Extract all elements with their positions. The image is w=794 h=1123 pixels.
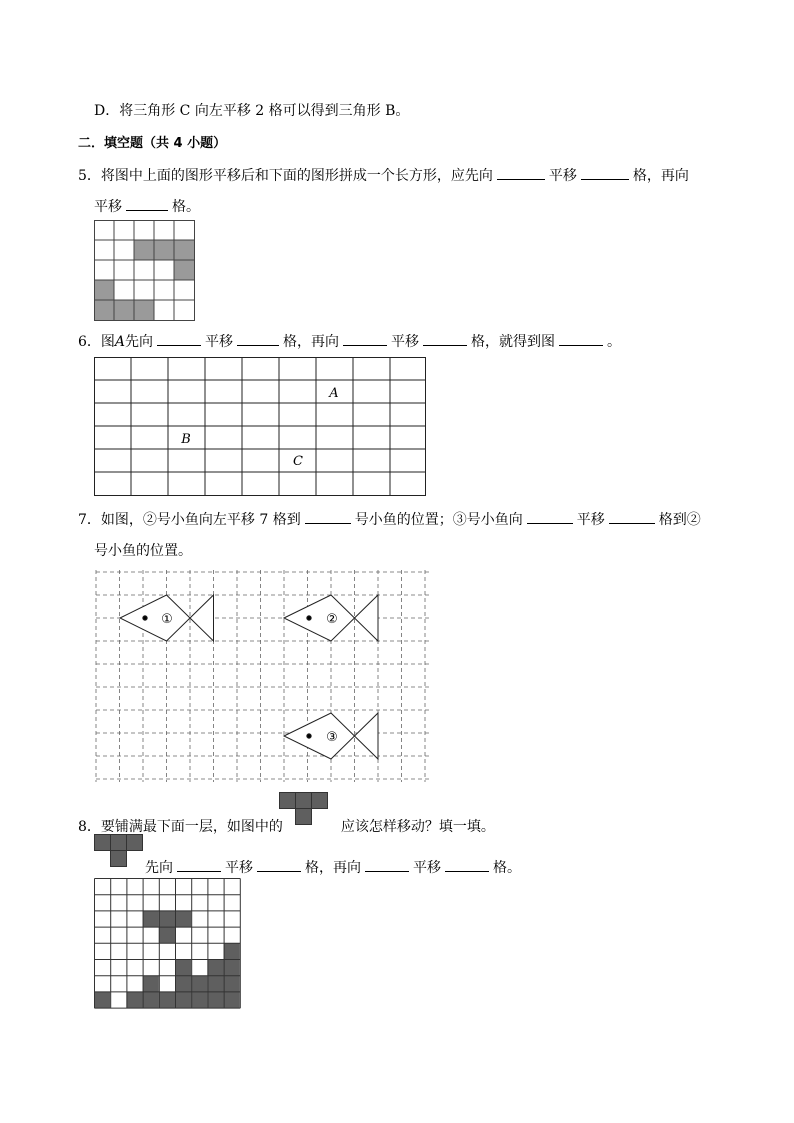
- filled-cell: [143, 992, 159, 1008]
- q6-blank-4[interactable]: [423, 344, 467, 346]
- filled-cell: [175, 992, 191, 1008]
- q8-text-c: 先向: [145, 860, 173, 876]
- q7-text-a: 7．如图，②号小鱼向左平移 7 格到: [78, 512, 301, 528]
- q8-line2: [145, 857, 521, 877]
- filled-cell: [94, 992, 110, 1008]
- filled-cell: [191, 976, 207, 992]
- q8-blank-3[interactable]: [365, 870, 409, 872]
- q6-label-b: B: [181, 432, 191, 447]
- filled-cell: [207, 976, 223, 992]
- q8-blank-4[interactable]: [445, 870, 489, 872]
- filled-cell: [224, 943, 240, 959]
- q5-text-e: 格。: [172, 199, 200, 215]
- q8-text-b: 应该怎样移动？填一填。: [340, 819, 495, 835]
- q8-left-t-shape: [94, 834, 146, 870]
- q5-text-c: 格，再向: [632, 168, 689, 184]
- option-d: D．将三角形 C 向左平移 2 格可以得到三角形 B。: [94, 103, 410, 119]
- q5-grid-figure: [94, 220, 196, 322]
- filled-cell: [207, 992, 223, 1008]
- q7-line1: [78, 509, 701, 529]
- q5-text-a: 5．将图中上面的图形平移后和下面的图形拼成一个长方形，应先向: [78, 168, 493, 184]
- q6-label-c: C: [293, 454, 303, 469]
- q6-text-7: 。: [607, 334, 622, 350]
- filled-cell: [175, 911, 191, 927]
- filled-cell: [143, 911, 159, 927]
- q7-blank-1[interactable]: [305, 522, 351, 524]
- q6-blank-3[interactable]: [343, 344, 387, 346]
- q6-blank-5[interactable]: [559, 344, 603, 346]
- q8-text-d: 平移: [225, 860, 253, 876]
- q6-text-4: 格，再向: [283, 334, 340, 350]
- q7-blank-3[interactable]: [609, 522, 655, 524]
- q5-text-b: 平移: [548, 168, 577, 184]
- filled-cell: [143, 976, 159, 992]
- filled-cell: [175, 960, 191, 976]
- filled-cell: [191, 992, 207, 1008]
- fish-2-label: ②: [326, 612, 338, 627]
- q7-fish-grid: [96, 570, 430, 782]
- filled-cell: [224, 960, 240, 976]
- filled-cell: [175, 976, 191, 992]
- q7-line2: 号小鱼的位置。: [94, 543, 192, 559]
- filled-cell: [159, 911, 175, 927]
- q6-blank-1[interactable]: [157, 344, 201, 346]
- filled-cell: [126, 992, 142, 1008]
- q5-line1: [78, 165, 689, 185]
- q6-text-5: 平移: [391, 334, 420, 350]
- q8-text-a: 8．要铺满最下面一层，如图中的: [78, 819, 283, 835]
- q8-tiling-grid: [94, 878, 242, 1018]
- filled-cell: [224, 992, 240, 1008]
- q6-label-a: A: [329, 386, 339, 401]
- q6-blank-2[interactable]: [237, 344, 279, 346]
- q7-blank-2[interactable]: [527, 522, 573, 524]
- q5-line2: [94, 196, 200, 216]
- filled-cell: [224, 976, 240, 992]
- q5-blank-1[interactable]: [497, 178, 545, 180]
- q6-text-6: 格，就得到图: [471, 334, 556, 350]
- q6-text-3: 平移: [205, 334, 234, 350]
- fish-1-label: ①: [161, 612, 173, 627]
- q6-line: [78, 331, 621, 351]
- q7-text-c: 平移: [576, 512, 605, 528]
- q8-inline-t-shape: [279, 792, 329, 828]
- q8-text-e: 格，再向: [305, 860, 361, 876]
- q6-fig-label: A: [114, 334, 126, 350]
- q6-grid-figure: [94, 357, 427, 497]
- q8-blank-1[interactable]: [177, 870, 221, 872]
- section-title: 二．填空题（共 4 小题）: [78, 136, 227, 151]
- q6-text-2: 先向: [125, 334, 154, 350]
- q8-blank-2[interactable]: [257, 870, 301, 872]
- q5-blank-2[interactable]: [581, 178, 629, 180]
- q8-text-g: 格。: [493, 860, 521, 876]
- q5-text-d: 平移: [94, 199, 122, 215]
- filled-cell: [159, 992, 175, 1008]
- filled-cell: [159, 927, 175, 943]
- q8-text-f: 平移: [413, 860, 441, 876]
- q7-text-d: 格到②: [658, 512, 701, 528]
- q7-text-b: 号小鱼的位置；③号小鱼向: [354, 512, 523, 528]
- fish-3-label: ③: [326, 730, 338, 745]
- q5-blank-3[interactable]: [126, 209, 168, 211]
- q6-text-1: 6．图: [78, 334, 115, 350]
- filled-cell: [207, 960, 223, 976]
